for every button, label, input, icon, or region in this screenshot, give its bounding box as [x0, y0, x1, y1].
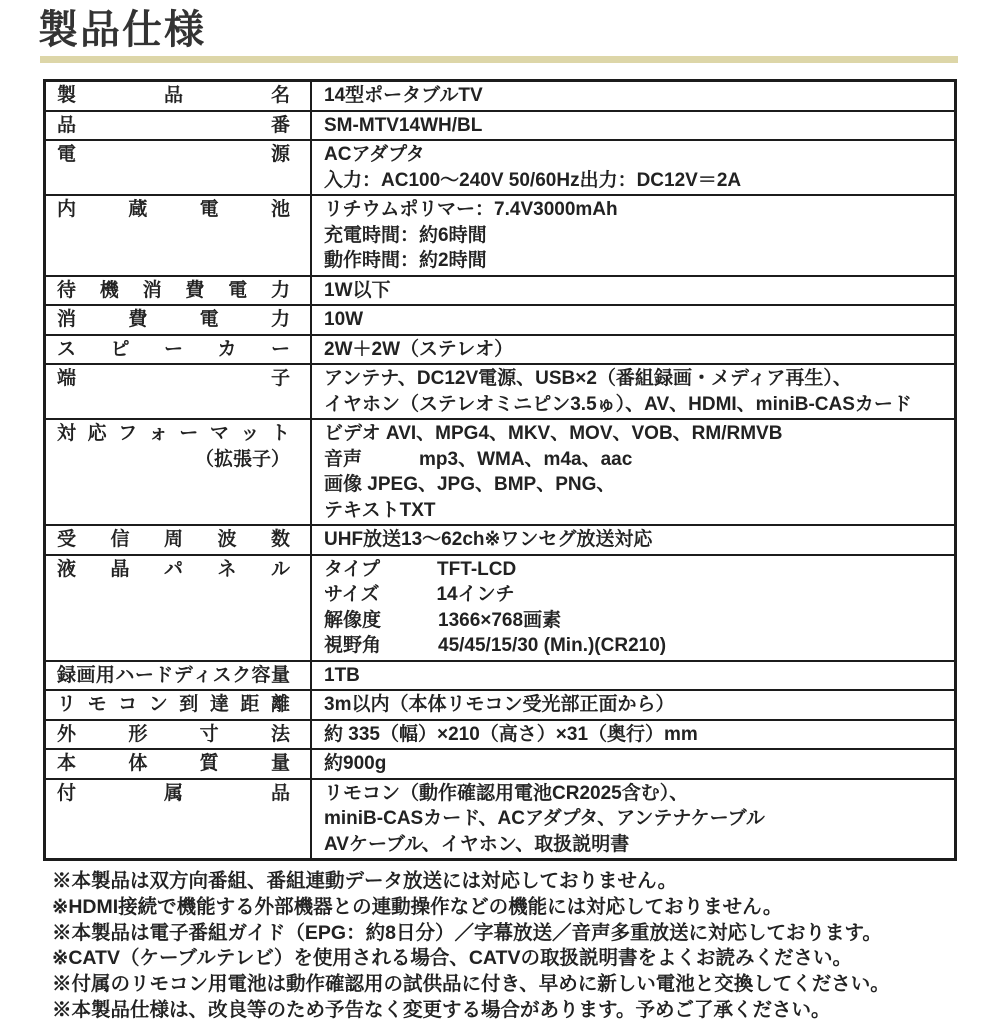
- spec-value-line: 14型ポータブルTV: [324, 85, 483, 106]
- spec-row-9: [46, 524, 954, 554]
- spec-label: 内 蔵 電 池: [46, 196, 312, 275]
- spec-label: 付 属 品: [46, 780, 312, 859]
- spec-label: 液 晶 パ ネ ル: [46, 556, 312, 660]
- spec-row-3: [46, 194, 954, 275]
- spec-row-11: [46, 660, 954, 690]
- spec-value-line: 視野角 45/45/15/30 (Min.)(CR210): [324, 635, 667, 656]
- spec-value-line: 3m以内（本体リモコン受光部正面から）: [324, 694, 675, 715]
- spec-row-15: [46, 778, 954, 859]
- spec-value-line: 画像 JPEG、JPG、BMP、PNG、: [324, 474, 616, 495]
- spec-value: [312, 196, 954, 275]
- footnote-1: ※HDMI接続で機能する外部機器との連動操作などの機能には対応しておりません。: [52, 895, 783, 918]
- spec-value-line: UHF放送13～62ch※ワンセグ放送対応: [324, 529, 653, 550]
- spec-value-line: 充電時間：約6時間: [324, 224, 487, 246]
- spec-value-line: イヤホン（ステレオミニピン3.5ゅ）、AV、HDMI、miniB-CASカード: [324, 393, 912, 415]
- footnote-4: ※付属のリモコン用電池は動作確認用の試供品に付き、早めに新しい電池と交換してください。: [52, 973, 890, 996]
- spec-value: [312, 691, 954, 719]
- footnote-2: ※本製品は電子番組ガイド（EPG：約8日分）／字幕放送／音声多重放送に対応しております。: [52, 921, 882, 944]
- spec-value: [312, 420, 954, 524]
- spec-label: 受 信 周 波 数: [46, 526, 312, 554]
- spec-value-line: タイプ TFT-LCD: [324, 558, 517, 580]
- spec-value-line: リモコン（動作確認用電池CR2025含む）、: [324, 782, 689, 804]
- footnotes: [52, 869, 1000, 1024]
- spec-value-line: 動作時間：約2時間: [324, 250, 487, 271]
- spec-value: [312, 721, 954, 749]
- spec-value: [312, 82, 954, 110]
- spec-label: 製 品 名: [46, 82, 312, 110]
- spec-value: [312, 112, 954, 140]
- spec-label: ス ピ ー カ ー: [46, 336, 312, 364]
- spec-value: [312, 306, 954, 334]
- spec-value: [312, 141, 954, 194]
- spec-label-sub: （拡張子）: [194, 448, 290, 470]
- spec-value-line: 1W以下: [324, 279, 391, 301]
- title-underline: [40, 56, 958, 63]
- spec-row-4: [46, 275, 954, 305]
- spec-value: [312, 277, 954, 305]
- spec-row-13: [46, 719, 954, 749]
- spec-value-line: 入力：AC100～240V 50/60Hz出力：DC12V＝2A: [324, 169, 742, 191]
- footnote-3: ※CATV（ケーブルテレビ）を使用される場合、CATVの取扱説明書をよくお読みください。: [52, 947, 852, 970]
- spec-row-7: [46, 363, 954, 418]
- spec-value: [312, 336, 954, 364]
- spec-row-10: [46, 554, 954, 660]
- spec-sheet-page: [0, 6, 1000, 1021]
- spec-value-line: ACアダプタ: [324, 144, 425, 165]
- spec-label: 待 機 消 費 電 力: [46, 277, 312, 305]
- spec-row-1: [46, 110, 954, 140]
- spec-row-5: [46, 304, 954, 334]
- spec-label: 外 形 寸 法: [46, 721, 312, 749]
- spec-value: [312, 365, 954, 418]
- footnote-5: ※本製品仕様は、改良等のため予告なく変更する場合があります。予めご了承ください。: [52, 998, 831, 1021]
- spec-value-line: ビデオ AVI、MPG4、MKV、MOV、VOB、RM/RMVB: [324, 423, 783, 444]
- spec-value-line: AVケーブル、イヤホン、取扱説明書: [324, 833, 630, 855]
- spec-label: 端 子: [46, 365, 312, 418]
- spec-row-14: [46, 748, 954, 778]
- spec-label: 消 費 電 力: [46, 306, 312, 334]
- spec-row-12: [46, 689, 954, 719]
- spec-row-0: [46, 82, 954, 110]
- spec-value-line: 音声 mp3、WMA、m4a、aac: [324, 448, 633, 470]
- spec-row-8: [46, 418, 954, 524]
- spec-value-line: アンテナ、DC12V電源、USB×2（番組録画・メディア再生）、: [324, 368, 852, 389]
- spec-label: 本 体 質 量: [46, 750, 312, 778]
- spec-row-2: [46, 139, 954, 194]
- spec-value-line: 1TB: [324, 664, 360, 686]
- spec-value-line: サイズ 14インチ: [324, 584, 515, 605]
- footnote-0: ※本製品は双方向番組、番組連動データ放送には対応しておりません。: [52, 870, 678, 892]
- spec-table: [43, 79, 957, 861]
- spec-value-line: テキストTXT: [324, 499, 436, 521]
- spec-value-line: リチウムポリマー：7.4V3000mAh: [324, 199, 618, 220]
- spec-value: [312, 556, 954, 660]
- spec-label: 対 応 フ ォ ー マ ッ ト （拡張子）: [46, 420, 312, 524]
- spec-value-line: 解像度 1366×768画素: [324, 609, 562, 631]
- spec-value-line: miniB-CASカード、ACアダプタ、アンテナケーブル: [324, 808, 765, 829]
- spec-value-line: 10W: [324, 309, 364, 330]
- spec-value-line: 約900g: [324, 753, 387, 774]
- spec-value: [312, 526, 954, 554]
- spec-label: リ モ コ ン 到 達 距 離: [46, 691, 312, 719]
- spec-value-line: 約 335（幅）×210（高さ）×31（奥行）mm: [324, 723, 698, 745]
- spec-label: 録 画 用 ハ ー ド デ ィ ス ク 容 量: [46, 662, 312, 690]
- page-title: 製品仕様: [38, 8, 206, 52]
- spec-value: [312, 662, 954, 690]
- spec-label: 品 番: [46, 112, 312, 140]
- spec-value-line: 2W＋2W（ステレオ）: [324, 338, 514, 360]
- spec-label: 電 源: [46, 141, 312, 194]
- spec-value: [312, 750, 954, 778]
- spec-row-6: [46, 334, 954, 364]
- spec-value-line: SM-MTV14WH/BL: [324, 114, 483, 136]
- spec-value: [312, 780, 954, 859]
